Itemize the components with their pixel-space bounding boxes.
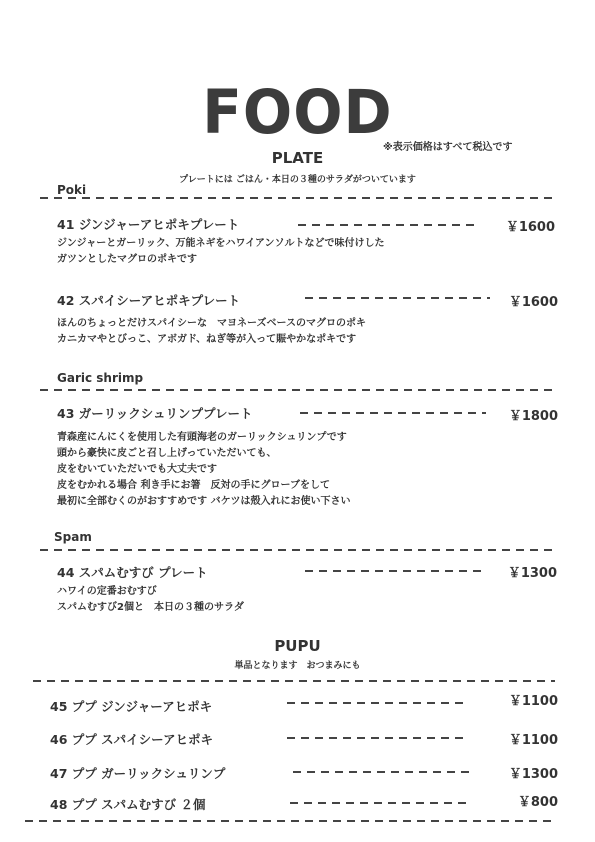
desc-line: ガツンとしたマグロのポキです [57,254,197,265]
section-subtitle-plate: プレートには ごはん・本日の３種のサラダがついています [179,175,416,185]
desc-line: スパムむすび2個と 本日の３種のサラダ [57,602,244,613]
pupu-item-46-name: 46 ププ スパイシーアヒポキ [50,732,213,747]
pupu-item-45-price: ￥1100 [508,694,558,709]
pupu-item-47-price: ￥1300 [508,767,558,782]
divider-spam [40,549,555,551]
leader-47 [293,771,473,773]
desc-line: ハワイの定番おむすび [57,586,157,597]
menu-item-41-price: ￥1600 [505,220,555,235]
menu-item-43-price: ￥1800 [508,409,558,424]
desc-line: 頭から豪快に皮ごと召し上げっていただいても、 [57,448,277,459]
desc-line: 最初に全部むくのがおすすめです バケツは殻入れにお使い下さい [57,496,351,507]
section-subtitle-pupu: 単品となります おつまみにも [234,661,361,671]
menu-item-42-name: 42 スパイシーアヒポキプレート [57,293,241,308]
menu-item-42-desc [57,316,366,348]
leader-48 [290,802,470,804]
leader-43 [300,412,486,414]
desc-line: 皮をむかれる場合 利き手にお箸 反対の手にグローブをして [57,480,330,491]
leader-45 [287,702,467,704]
divider-footer [25,820,555,822]
leader-41 [298,224,476,226]
menu-item-41-desc [57,236,385,268]
pupu-item-47-name: 47 ププ ガーリックシュリンプ [50,766,226,781]
category-garlic-shrimp: Garic shrimp [57,371,144,385]
desc-line: 皮をむいていただいでも大丈夫です [57,464,217,475]
section-title-pupu: PUPU [274,637,321,655]
page-title: FOOD [202,76,393,148]
pupu-item-48-price: ￥800 [517,795,558,810]
pupu-item-45-name: 45 ププ ジンジャーアヒポキ [50,699,213,714]
menu-item-44-price: ￥1300 [507,566,557,581]
desc-line: ほんのちょっとだけスパイシーな マヨネーズベースのマグロのポキ [57,318,366,329]
pupu-item-48-name: 48 ププ スパムむすび ２個 [50,797,206,812]
menu-item-43-desc [57,430,350,510]
menu-item-43-name: 43 ガーリックシュリンププレート [57,406,253,421]
desc-line: カニカマやとびっこ、アボガド、ねぎ等が入って賑やかなポキです [57,334,357,345]
tax-note: ※表示価格はすべて税込です [383,142,513,153]
leader-44 [305,570,487,572]
divider-poki [40,197,555,199]
menu-item-41-name: 41 ジンジャーアヒポキプレート [57,217,240,232]
menu-item-44-desc [57,584,244,616]
desc-line: 青森産にんにくを使用した有頭海老のガーリックシュリンプです [57,432,347,443]
pupu-item-46-price: ￥1100 [508,733,558,748]
category-spam: Spam [54,530,92,544]
leader-46 [287,737,467,739]
desc-line: ジンジャーとガーリック、万能ネギをハワイアンソルトなどで味付けした [57,238,385,249]
category-poki: Poki [57,183,87,197]
menu-item-42-price: ￥1600 [508,295,558,310]
leader-42 [305,297,490,299]
divider-garlic-shrimp [40,389,555,391]
menu-item-44-name: 44 スパムむすび プレート [57,565,208,580]
section-title-plate: PLATE [271,149,324,167]
divider-pupu [33,680,555,682]
